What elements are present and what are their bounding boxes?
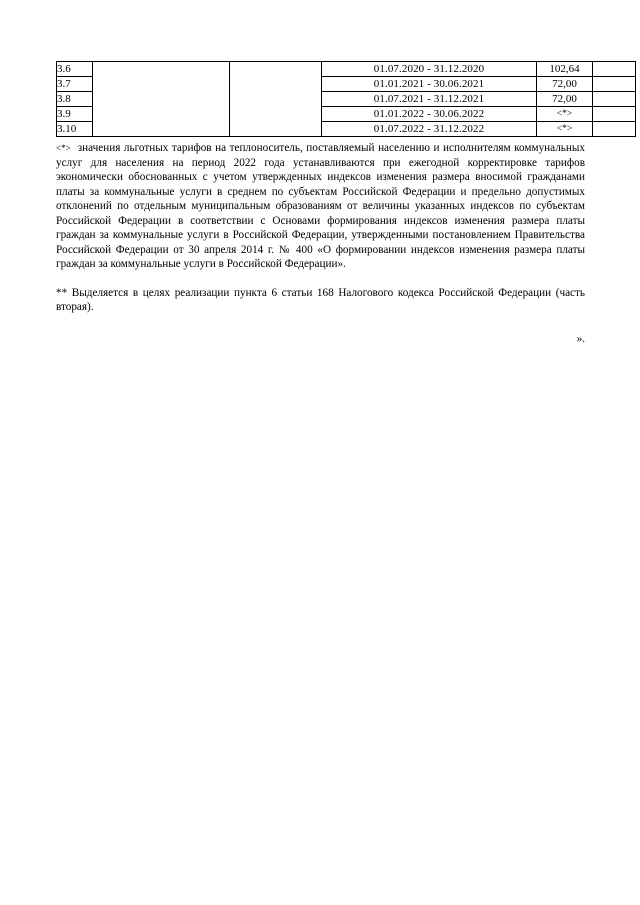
row-number: 3.7 (57, 77, 93, 92)
empty-cell (593, 62, 636, 77)
row-number: 3.9 (57, 107, 93, 122)
tariff-value-cell: <*> (537, 107, 593, 122)
footnotes (56, 141, 585, 315)
footnote-marker: <*> (56, 143, 71, 153)
empty-merged-cell (93, 62, 230, 137)
empty-cell (593, 107, 636, 122)
empty-cell (593, 92, 636, 107)
tariff-value-cell: 102,64 (537, 62, 593, 77)
row-number: 3.6 (57, 62, 93, 77)
tariff-value-cell: 72,00 (537, 92, 593, 107)
footnote-text: значения льготных тарифов на теплоноситель, поставляемый населению и исполнителям коммунальных услуг для населения на период 2022 года устанавливаются при ежегодной корректировке тарифов экономически обоснованных с учетом утвержденных индексов изменения размера вносимой гражданами платы за коммунальные услуги в среднем по субъектам Российской Федерации и предельно допустимых отклонений по отдельным муниципальным образованиям от величины указанных индексов по субъектам Российской Федерации в соответствии с Основами формирования индексов изменения размера платы граждан за коммунальные услуги в Российской Федерации, утвержденными постановлением Правительства Российской Федерации от 30 апреля 2014 г. № 400 «О формировании индексов изменения размера платы граждан за коммунальные услуги в Российской Федерации». (56, 142, 586, 270)
tariff-value-cell: <*> (537, 122, 593, 137)
empty-cell (593, 77, 636, 92)
period-cell: 01.07.2021 - 31.12.2021 (322, 92, 537, 107)
period-cell: 01.07.2020 - 31.12.2020 (322, 62, 537, 77)
tariff-value-cell: 72,00 (537, 77, 593, 92)
empty-cell (593, 122, 636, 137)
period-cell: 01.01.2021 - 30.06.2021 (322, 77, 537, 92)
period-cell: 01.07.2022 - 31.12.2022 (322, 122, 537, 137)
row-number: 3.10 (57, 122, 93, 137)
footnote-star (56, 141, 585, 272)
table-row (57, 62, 636, 77)
footnote-double-star: ** Выделяется в целях реализации пункта 6 статьи 168 Налогового кодекса Российской Федерации (часть вторая). (56, 286, 585, 313)
period-cell: 01.01.2022 - 30.06.2022 (322, 107, 537, 122)
closing-quote-mark: ». (576, 333, 585, 345)
row-number: 3.8 (57, 92, 93, 107)
empty-merged-cell (230, 62, 322, 137)
tariff-table (56, 61, 636, 137)
